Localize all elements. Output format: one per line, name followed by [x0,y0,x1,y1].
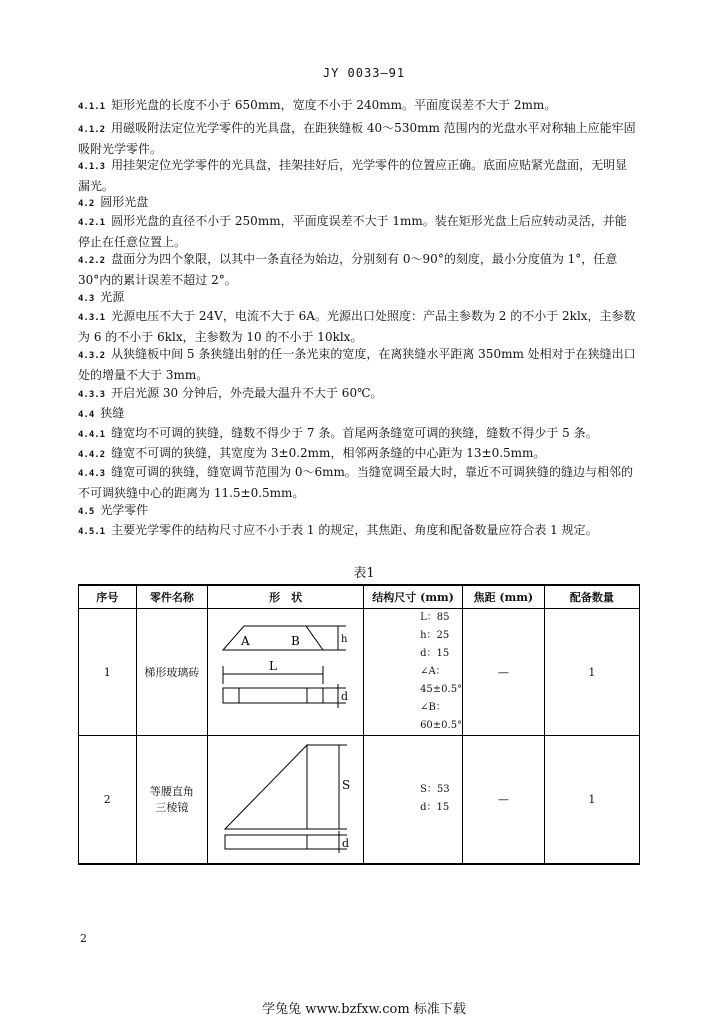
table-caption: 表1 [353,566,375,581]
col-header-shape: 形 状 [208,585,364,609]
dim-line: ∠B：60±0.5° [420,702,463,731]
shape-cell [208,609,364,736]
paragraph-4-4-1: 4.4.1 缝宽均不可调的狭缝，缝数不得少于 7 条。首尾两条缝宽可调的狭缝，缝数不得少于 5 条。 [78,426,598,440]
row-number: 2 [79,736,137,864]
document-header: JY 0033—91 [322,66,406,80]
shape-cell [208,736,364,864]
d-label: d [341,837,349,851]
col-header-no: 序号 [79,585,137,609]
paragraph-4-2-1: 4.2.1 圆形光盘的直径不小于 250mm，平面度误差不大于 1mm。装在矩形光盘上后应转动灵活，并能停止在任意位置上。 [78,214,627,249]
dims-cell [364,609,463,736]
table-row [79,736,640,864]
right-angle-prism-drawing [211,737,361,861]
angle-b-label: B [290,634,300,648]
paragraph-4-1-2: 4.1.2 用磁吸附法定位光学零件的光具盘，在距狭缝板 40～530mm 范围内的光盘水平对称轴上应能牢固吸附光学零件。 [78,121,636,156]
paragraph-4-2-2: 4.2.2 盘面分为四个象限，以其中一条直径为始边，分别刻有 0～90°的刻度，最小分度值为 1°，任意 30°内的累计误差不超过 2°。 [78,252,618,287]
col-header-qty: 配备数量 [544,585,639,609]
heading-4-4: 4.4 狭缝 [78,406,125,420]
row-number: 1 [79,609,137,736]
dim-line: S：53 [420,784,450,796]
trapezoid-prism-drawing [211,614,361,730]
table-header-row [79,585,640,609]
heading-4-5: 4.5 光学零件 [78,503,149,517]
h-label: h [340,634,348,645]
part-name-line: 三棱镜 [155,801,189,815]
dim-line: ∠A：45±0.5° [420,666,463,695]
paragraph-4-3-3: 4.3.3 开启光源 30 分钟后，外壳最大温升不大于 60℃。 [78,386,383,400]
paragraph-4-5-1: 4.5.1 主要光学零件的结构尺寸应不小于表 1 的规定，其焦距、角度和配备数量应符合表 1 规定。 [78,523,598,537]
prism-side-view [225,835,307,849]
trapezoid-side-view [223,688,323,703]
table-row [79,609,640,736]
paragraph-4-1-3: 4.1.3 用挂架定位光学零件的光具盘，挂架挂好后，光学零件的位置应正确。底面应贴紧光盘面，无明显漏光。 [78,158,628,193]
s-label: S [341,778,350,793]
paragraph-4-4-2: 4.4.2 缝宽不可调的狭缝，其宽度为 3±0.2mm，相邻两条缝的中心距为 13±0.5mm。 [78,446,546,460]
col-header-dims: 结构尺寸 (mm) [364,585,463,609]
optical-parts-table [78,584,640,865]
heading-4-2: 4.2 圆形光盘 [78,195,149,209]
part-name: 梯形玻璃砖 [136,609,208,736]
dim-line: d：15 [420,648,450,659]
paragraph-4-4-3: 4.4.3 缝宽可调的狭缝，缝宽调节范围为 0～6mm。当缝宽调至最大时，靠近不可调狭缝的缝边与相邻的不可调狭缝中心的距离为 11.5±0.5mm。 [78,465,633,500]
trapezoid-outline [223,626,323,650]
footer-watermark: 学兔兔 www.bzfxw.com 标准下载 [262,1002,466,1017]
part-name [136,736,208,864]
col-header-name: 零件名称 [136,585,208,609]
l-label: L [268,659,277,673]
dim-line: d：15 [420,802,450,814]
paragraph-4-3-1: 4.3.1 光源电压不大于 24V，电流不大于 6A。光源出口处照度：产品主参数为 2 的不小于 2klx，主参数为 6 的不小于 6klx，主参数为 10 的不小于 10klx。 [78,309,636,344]
dim-line: L：85 [420,612,450,623]
col-header-focal: 焦距 (mm) [463,585,545,609]
part-name-line: 等腰直角 [149,785,194,799]
dim-line: h：25 [420,630,450,641]
focal-length: — [463,736,545,864]
angle-a-label: A [240,634,250,648]
d-label: d [340,690,348,703]
dims-cell [364,736,463,864]
page-number: 2 [80,932,87,945]
focal-length: — [463,609,545,736]
paragraph-4-1-1: 4.1.1 矩形光盘的长度不小于 650mm，宽度不小于 240mm。平面度误差不大于 2mm。 [78,98,557,112]
heading-4-3: 4.3 光源 [78,290,125,304]
quantity: 1 [544,736,639,864]
triangle-outline [225,745,307,829]
quantity: 1 [544,609,639,736]
paragraph-4-3-2: 4.3.2 从狭缝板中间 5 条狭缝出射的任一条光束的宽度，在离狭缝水平距离 350mm 处相对于在狭缝出口处的增量不大于 3mm。 [78,347,636,382]
